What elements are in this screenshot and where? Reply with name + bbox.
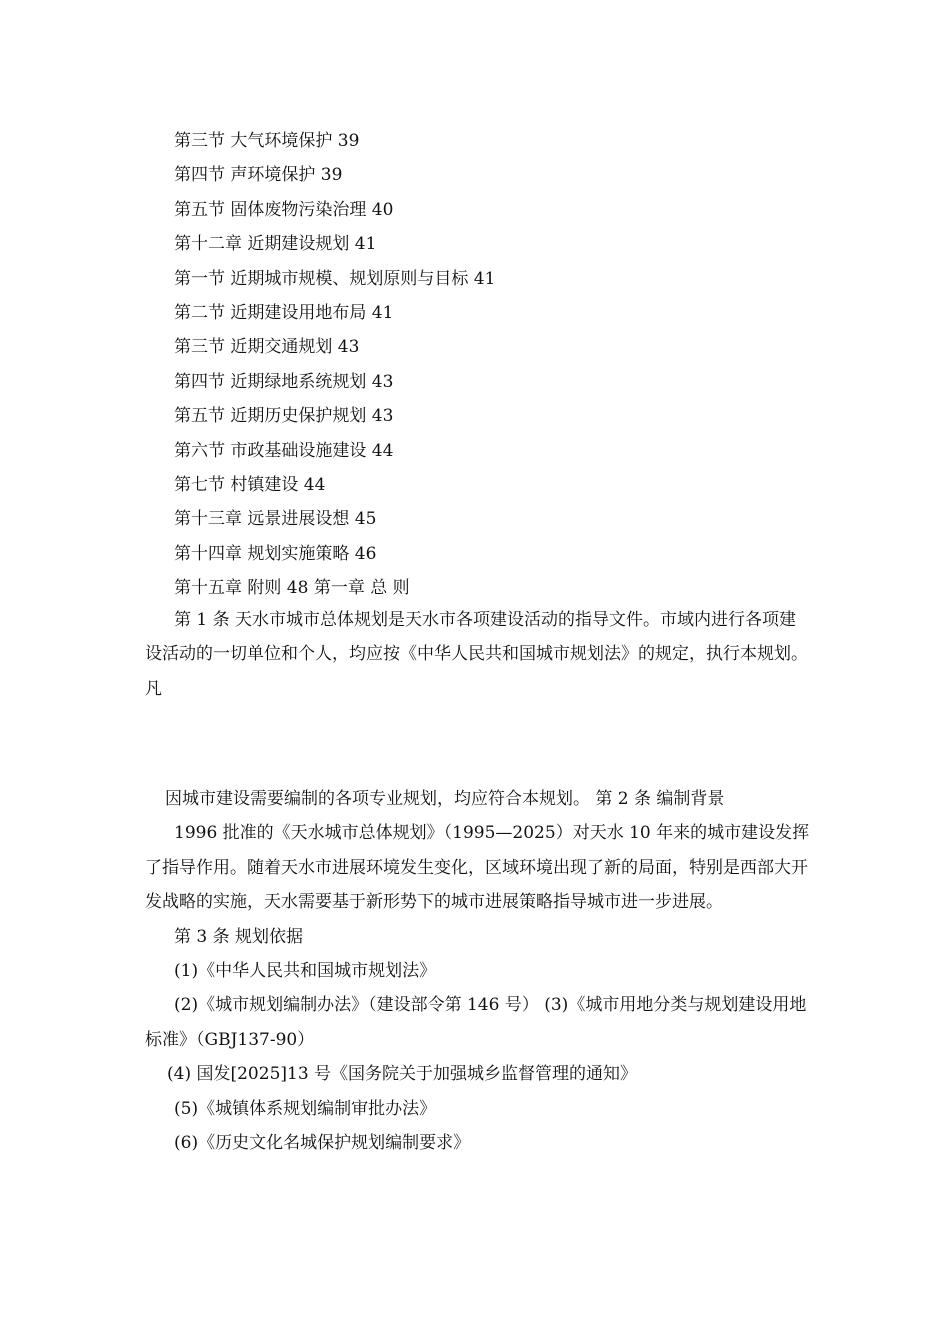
article-1-continuation: 因城市建设需要编制的各项专业规划，均应符合本规划。 第 2 条 编制背景 [165, 789, 725, 809]
toc-entry: 第五节 固体废物污染治理 40 [174, 199, 394, 220]
toc-entry: 第十三章 远景进展设想 45 [174, 509, 377, 530]
toc-entry: 第三节 近期交通规划 43 [174, 337, 360, 358]
article-2-body: 1996 批准的《天水城市总体规划》（1995—2025）对天水 10 年来的城市建设发挥了指导作用。随着天水市进展环境发生变化，区域环境出现了新的局面，特别是西部大开发战略的实施，天水需要基于新形势下的城市进展策略指导城市进一步进展。 [145, 823, 810, 913]
article-2-3-block [145, 782, 810, 1160]
basis-item: (6)《历史文化名城保护规划编制要求》 [174, 1133, 471, 1154]
toc-entry: 第十二章 近期建设规划 41 [174, 234, 377, 255]
toc-entry: 第四节 声环境保护 39 [174, 165, 343, 186]
toc-entry: 第十五章 附则 48 第一章 总 则 [174, 578, 410, 599]
basis-item: (5)《城镇体系规划编制审批办法》 [174, 1098, 437, 1119]
basis-item: (4) 国发[2025]13 号《国务院关于加强城乡监督管理的通知》 [167, 1064, 638, 1085]
basis-item: (2)《城市规划编制办法》（建设部令第 146 号） (3)《城市用地分类与规划建设用地标准》（GBJ137-90） [145, 995, 807, 1050]
article-1-block [145, 603, 810, 706]
toc-entry: 第一节 近期城市规模、规划原则与目标 41 [174, 268, 496, 289]
article-3-title: 第 3 条 规划依据 [174, 926, 304, 947]
toc-entry: 第五节 近期历史保护规划 43 [174, 406, 394, 427]
toc-entry: 第十四章 规划实施策略 46 [174, 543, 377, 564]
toc-entry: 第二节 近期建设用地布局 41 [174, 302, 394, 323]
toc-entry: 第三节 大气环境保护 39 [174, 131, 360, 151]
toc-entry: 第六节 市政基础设施建设 44 [174, 440, 394, 461]
toc-entry: 第七节 村镇建设 44 [174, 474, 326, 495]
basis-item: (1)《中华人民共和国城市规划法》 [174, 961, 437, 982]
article-1-paragraph: 第 1 条 天水市城市总体规划是天水市各项建设活动的指导文件。市域内进行各项建设活动的一切单位和个人，均应按《中华人民共和国城市规划法》的规定，执行本规划。凡 [145, 610, 808, 699]
toc-entry: 第四节 近期绿地系统规划 43 [174, 371, 394, 392]
table-of-contents [174, 124, 874, 605]
